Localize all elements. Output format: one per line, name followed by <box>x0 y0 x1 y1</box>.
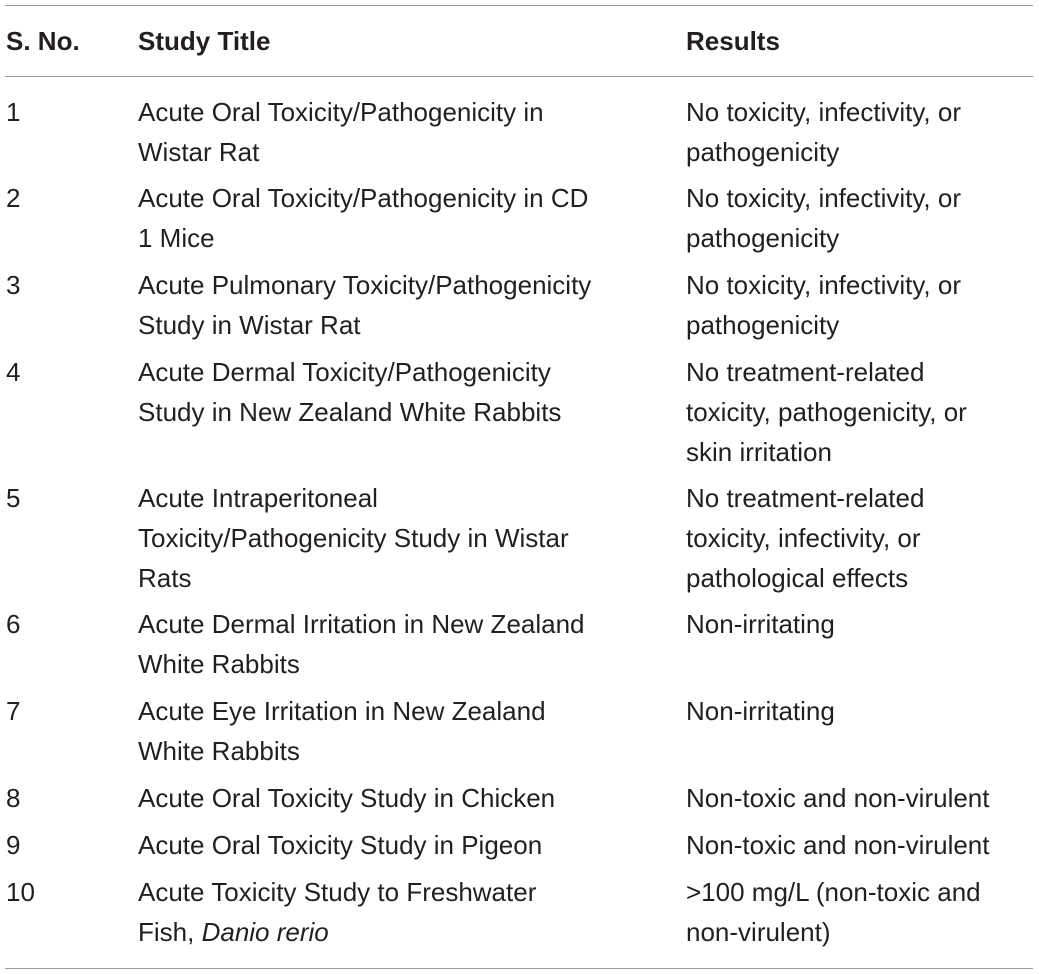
header-sno: S. No. <box>6 26 80 56</box>
table-top-rule <box>5 5 1033 6</box>
row-results: >100 mg/L (non-toxic and non-virulent) <box>686 877 981 947</box>
row-results: No treatment-related toxicity, pathogenicity, or skin irritation <box>686 357 967 467</box>
row-study-title: Acute Intraperitoneal Toxicity/Pathogenicity Study in Wistar Rats <box>138 483 569 593</box>
row-results: Non-toxic and non-virulent <box>686 830 990 860</box>
row-study-title: Acute Oral Toxicity Study in Chicken <box>138 783 556 813</box>
row-sno: 3 <box>6 270 21 300</box>
row-study-title: Acute Oral Toxicity Study in Pigeon <box>138 830 543 860</box>
row-results: No toxicity, infectivity, or pathogenicity <box>686 270 961 340</box>
table-header-rule <box>5 76 1033 77</box>
row-study-title: Acute Pulmonary Toxicity/Pathogenicity Study in Wistar Rat <box>138 270 592 340</box>
row-sno: 2 <box>6 183 21 213</box>
row-sno: 5 <box>6 483 21 513</box>
row-sno: 6 <box>6 609 21 639</box>
header-study-title: Study Title <box>138 26 271 56</box>
row-results: No toxicity, infectivity, or pathogenicity <box>686 97 961 167</box>
row-sno: 7 <box>6 696 21 726</box>
row-sno: 4 <box>6 357 21 387</box>
header-results: Results <box>686 26 780 56</box>
row-study-title: Acute Dermal Irritation in New Zealand White Rabbits <box>138 609 585 679</box>
row-sno: 1 <box>6 97 21 127</box>
row-study-title: Acute Oral Toxicity/Pathogenicity in Wistar Rat <box>138 97 544 167</box>
row-study-title: Acute Toxicity Study to Freshwater Fish, Danio rerio <box>138 877 537 947</box>
row-results: Non-irritating <box>686 609 835 639</box>
row-study-title: Acute Dermal Toxicity/Pathogenicity Study in New Zealand White Rabbits <box>138 357 562 427</box>
table-bottom-rule <box>5 968 1033 969</box>
row-study-title: Acute Eye Irritation in New Zealand White Rabbits <box>138 696 546 766</box>
row-sno: 9 <box>6 830 21 860</box>
row-results: No toxicity, infectivity, or pathogenicity <box>686 183 961 253</box>
row-sno: 8 <box>6 783 21 813</box>
row-sno: 10 <box>6 877 35 907</box>
row-study-title: Acute Oral Toxicity/Pathogenicity in CD 1 Mice <box>138 183 589 253</box>
row-results: Non-toxic and non-virulent <box>686 783 990 813</box>
species-name: Danio rerio <box>201 917 329 947</box>
row-results: No treatment-related toxicity, infectivity, or pathological effects <box>686 483 925 593</box>
row-results: Non-irritating <box>686 696 835 726</box>
